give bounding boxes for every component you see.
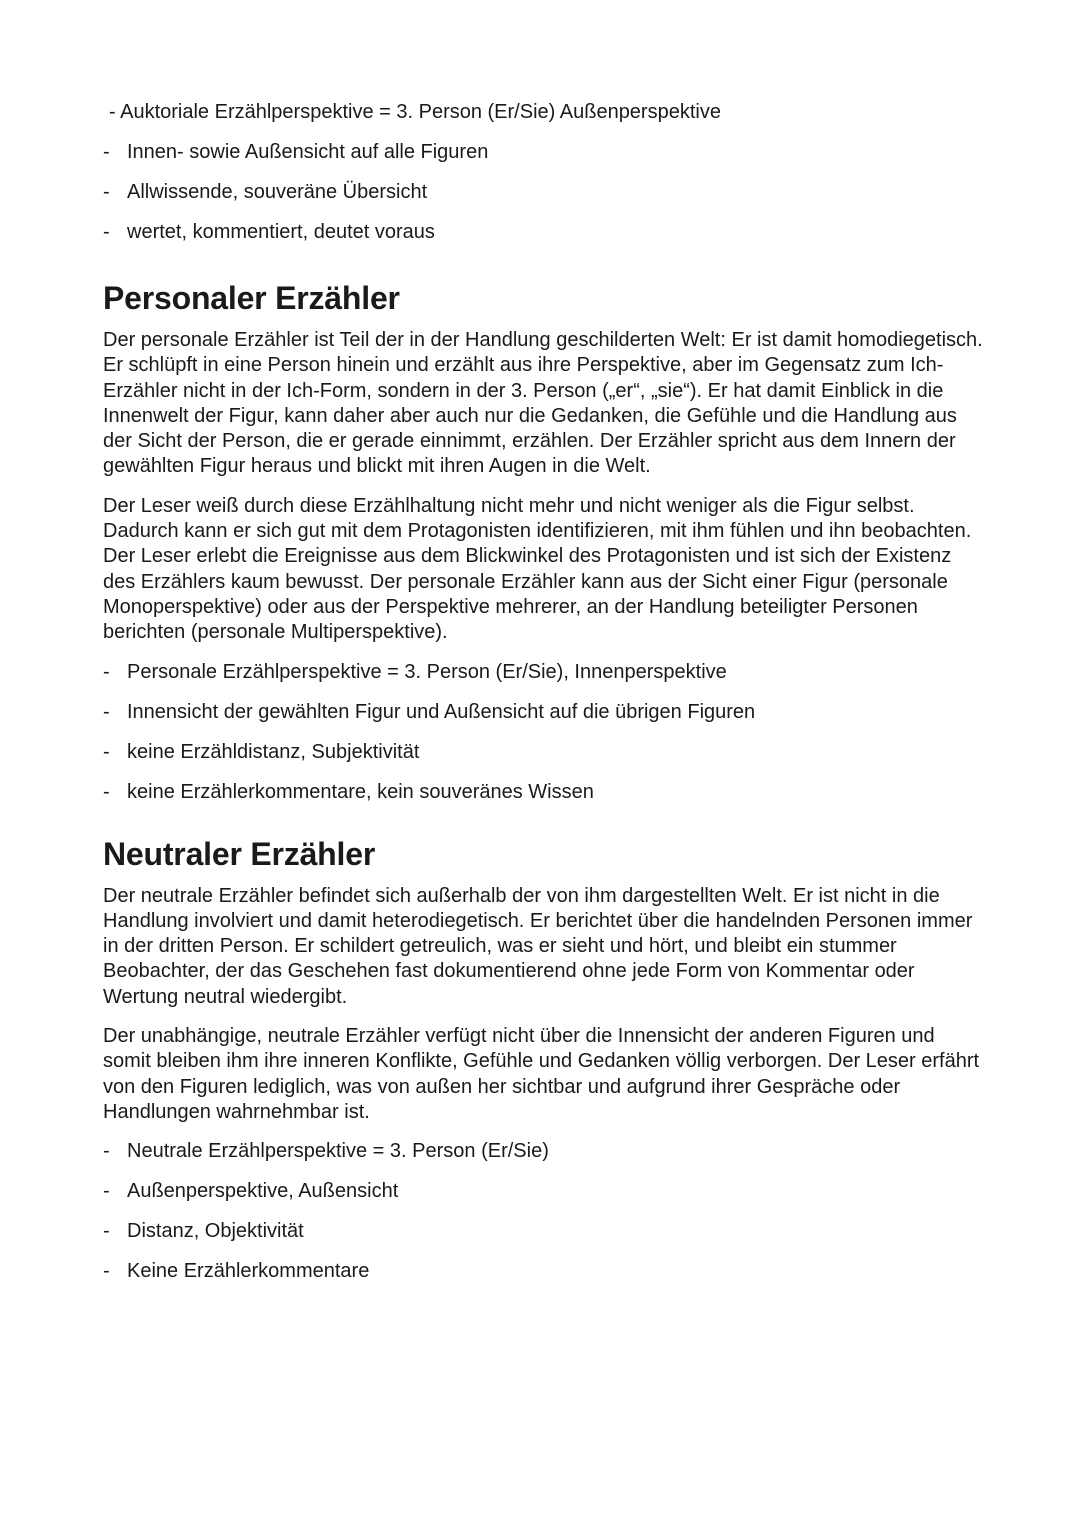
- list-item: [103, 1179, 983, 1203]
- list-item: [103, 1219, 983, 1243]
- paragraph: Der unabhängige, neutrale Erzähler verfügt nicht über die Innensicht der anderen Figuren und somit bleiben ihm ihre inneren Konflikte, Gefühle und Gedanken völlig verborgen. Der Leser erfährt von den Figuren lediglich, was von außen her sichtbar und aufgrund ihrer Gespräche oder Handlungen wahrnehmbar ist.: [103, 1025, 980, 1123]
- list-item: [103, 140, 983, 164]
- paragraph: Der neutrale Erzähler befindet sich außerhalb der von ihm dargestellten Welt. Er ist nicht in die Handlung involviert und damit heterodiegetisch. Er berichtet über die handelnden Personen immer in der dritten Person. Er schildert getreulich, was er sieht und hört, und bleibt ein stummer Beobachter, der das Geschehen fast dokumentierend ohne jede Form von Kommentar oder Wertung neutral wiedergibt.: [103, 884, 973, 1008]
- list-item: [103, 780, 983, 804]
- bullet-dash: -: [103, 700, 110, 723]
- auktorial-bullet-list: [103, 100, 983, 244]
- bullet-dash: -: [103, 221, 110, 243]
- list-item: [103, 180, 983, 204]
- bullet-text: Innensicht der gewählten Figur und Außensicht auf die übrigen Figuren: [127, 700, 756, 723]
- section-title-personal: Personaler Erzähler: [103, 280, 400, 316]
- list-item: [103, 740, 983, 764]
- list-item: [103, 220, 983, 244]
- bullet-text: wertet, kommentiert, deutet voraus: [127, 221, 435, 243]
- paragraph: Der personale Erzähler ist Teil der in der Handlung geschilderten Welt: Er ist damit homodiegetisch. Er schlüpft in eine Person hinein und erzählt aus ihre Perspektive, aber im Gegensatz zum Ich-Erzähler nicht in der Ich-Form, sondern in der 3. Person („er“, „sie“). Er hat damit Einblick in die Innenwelt der Figur, kann daher aber auch nur die Gedanken, die Gefühle und die Handlung aus der Sicht der Person, die er gerade einnimmt, erzählen. Der Erzähler spricht aus dem Innern der gewählten Figur heraus und blickt mit ihren Augen in die Welt.: [103, 329, 983, 478]
- bullet-text: keine Erzählerkommentare, kein souveränes Wissen: [127, 780, 594, 803]
- section-title-neutral: Neutraler Erzähler: [103, 835, 376, 872]
- bullet-dash: -: [103, 1220, 110, 1243]
- bullet-text: - Auktoriale Erzählperspektive = 3. Person (Er/Sie) Außenperspektive: [109, 101, 721, 123]
- bullet-text: Außenperspektive, Außensicht: [127, 1180, 399, 1203]
- bullet-text: Neutrale Erzählperspektive = 3. Person (Er/Sie): [127, 1140, 549, 1163]
- bullet-dash: -: [103, 660, 110, 683]
- personal-bullet-list: [103, 660, 983, 804]
- bullet-dash: -: [103, 1180, 110, 1203]
- neutral-bullet-list: [103, 1139, 983, 1283]
- list-item: [103, 1259, 983, 1283]
- list-item: [103, 1139, 983, 1163]
- list-item: [103, 660, 983, 684]
- bullet-dash: -: [103, 141, 110, 163]
- bullet-text: Allwissende, souveräne Übersicht: [127, 181, 428, 203]
- bullet-text: keine Erzähldistanz, Subjektivität: [127, 740, 420, 763]
- bullet-text: Keine Erzählerkommentare: [127, 1260, 370, 1283]
- bullet-dash: -: [103, 1260, 110, 1283]
- bullet-dash: -: [103, 780, 110, 803]
- paragraph: Der Leser weiß durch diese Erzählhaltung nicht mehr und nicht weniger als die Figur selbst. Dadurch kann er sich gut mit dem Protagonisten identifizieren, mit ihm fühlen und ihn beobachten. Der Leser erlebt die Ereignisse aus dem Blickwinkel des Protagonisten und ist sich der Existenz des Erzählers kaum bewusst. Der personale Erzähler kann aus der Sicht einer Figur (personale Monoperspektive) oder aus der Perspektive mehrerer, an der Handlung beteiligter Personen berichten (personale Multiperspektive).: [103, 494, 972, 644]
- bullet-text: Distanz, Objektivität: [127, 1220, 304, 1243]
- document-page: [103, 100, 983, 1299]
- bullet-dash: -: [103, 740, 110, 763]
- bullet-text: Personale Erzählperspektive = 3. Person (Er/Sie), Innenperspektive: [127, 660, 727, 683]
- list-item: [103, 100, 983, 124]
- bullet-dash: -: [103, 181, 110, 203]
- list-item: [103, 700, 983, 724]
- bullet-text: Innen- sowie Außensicht auf alle Figuren: [127, 141, 489, 163]
- bullet-dash: -: [103, 1140, 110, 1163]
